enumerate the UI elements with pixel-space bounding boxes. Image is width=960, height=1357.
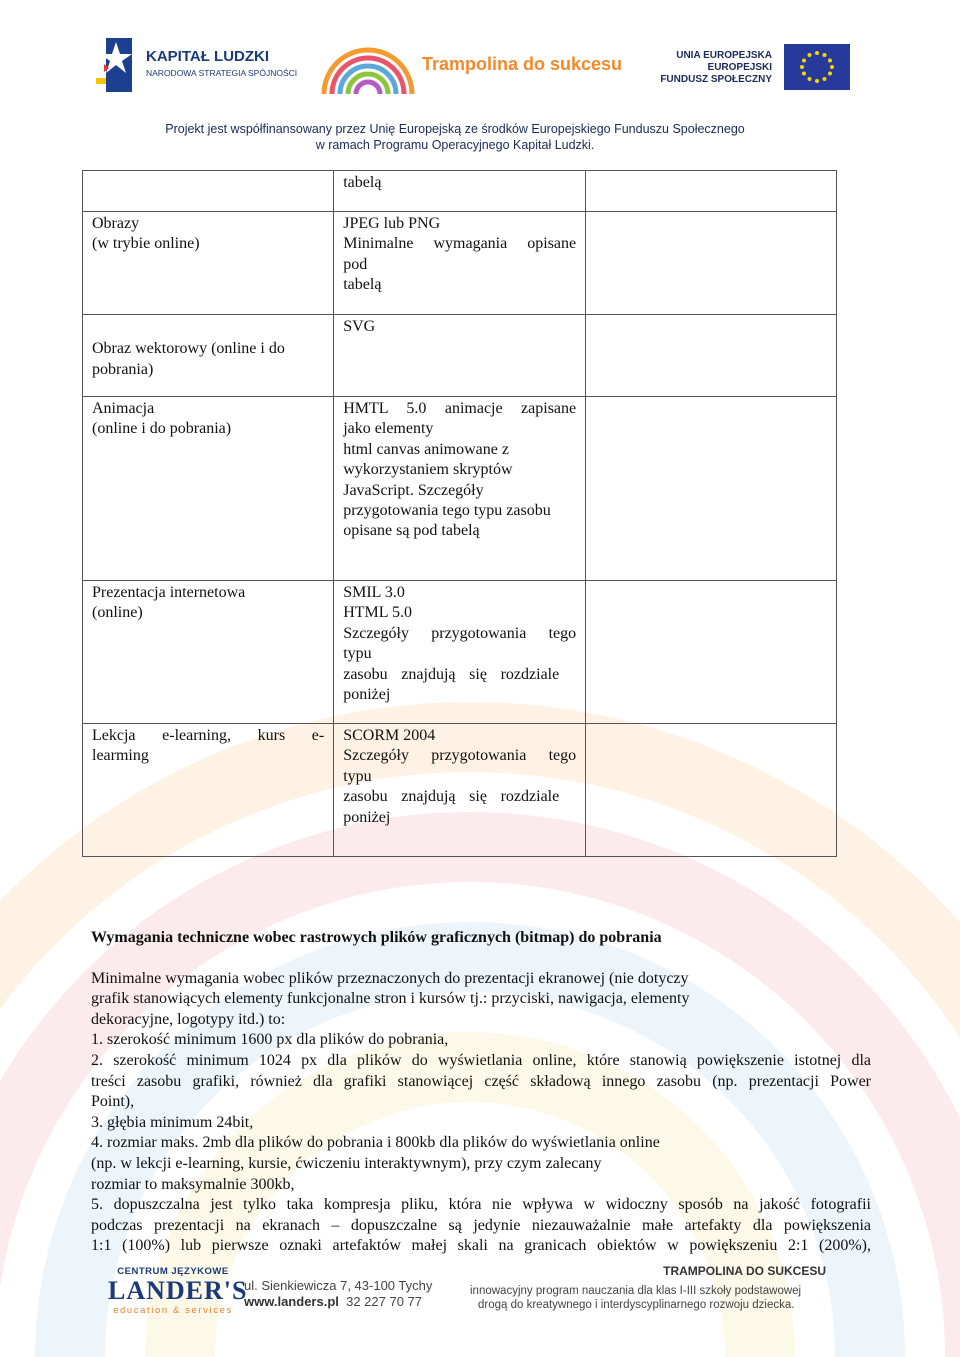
landers-name: LANDER'S xyxy=(108,1276,248,1305)
cell-line: Minimalne wymagania opisane xyxy=(343,235,577,253)
table-cell-notes xyxy=(586,315,837,397)
table-cell-notes xyxy=(586,397,837,581)
table-row xyxy=(83,315,837,397)
cell-line: typu xyxy=(343,645,372,663)
table-cell-format xyxy=(334,212,586,315)
cell-line: JavaScript. Szczegóły xyxy=(343,481,484,499)
rainbow-icon xyxy=(318,36,418,96)
footer-program xyxy=(470,1264,826,1312)
trampolina-title: Trampolina do sukcesu xyxy=(422,54,623,74)
cell-line: tabelą xyxy=(343,174,382,191)
list-item: 3. głębia minimum 24bit, xyxy=(91,1113,254,1131)
cell-line: opisane są pod tabelą xyxy=(343,522,480,540)
table-row xyxy=(83,397,837,581)
cofund-line-2: w ramach Programu Operacyjnego Kapitał Ludzki. xyxy=(315,138,595,152)
list-item: 2. szerokość minimum 1024 px dla plików do wyświetlania online, które stanowią powiększenie istotnej dla xyxy=(91,1051,871,1069)
cell-line: jako elementy xyxy=(343,420,434,438)
eu-logo xyxy=(660,44,850,92)
table-cell-type xyxy=(83,581,334,724)
section-heading: Wymagania techniczne wobec rastrowych plików graficznych (bitmap) do pobrania xyxy=(91,929,662,946)
cell-line: Szczegóły przygotowania tego xyxy=(343,624,577,642)
formats-table xyxy=(82,170,837,857)
cell-line: Prezentacja internetowa xyxy=(92,584,246,601)
footer-program-line-2: drogą do kreatywnego i interdyscyplinarnego rozwoju dziecka. xyxy=(478,1299,795,1311)
paragraph-line: grafik stanowiących elementy funkcjonalne stron i kursów tj.: przyciski, nawigacja, elementy xyxy=(91,990,690,1008)
cell-line: learming xyxy=(92,747,149,765)
paragraph-line: dekoracyjne, logotypy itd.) to: xyxy=(91,1010,286,1028)
list-item: (np. w lekcji e-learning, kursie, ćwiczeniu interaktywnym), przy czym zalecany xyxy=(91,1154,602,1172)
cell-line: (online i do pobrania) xyxy=(92,420,232,438)
cell-line: poniżej xyxy=(343,686,391,704)
footer-address: ul. Sienkiewicza 7, 43-100 Tychy xyxy=(244,1278,433,1293)
cell-line: wykorzystaniem skryptów xyxy=(343,461,513,479)
trampolina-logo xyxy=(318,36,638,98)
cell-line: poniżej xyxy=(343,808,391,826)
cell-line: (online) xyxy=(92,604,143,622)
list-item: 5. dopuszczalna jest tylko taka kompresja pliku, która nie wpływa w widoczny sposób na jakość fotografii xyxy=(91,1196,871,1214)
cofund-line-1: Projekt jest współfinansowany przez Unię Europejską ze środków Europejskiego Funduszu Społecznego xyxy=(165,122,745,136)
eu-line-2: EUROPEJSKI xyxy=(707,62,772,73)
star-icon xyxy=(96,34,136,94)
list-item: rozmiar to maksymalnie 300kb, xyxy=(91,1175,295,1193)
list-item: treści zasobu grafiki, również dla grafiki stanowiącej część składową innego zasobu (np. prezentacji Power xyxy=(91,1072,871,1090)
footer-website: www.landers.pl xyxy=(244,1294,339,1309)
list-item: 1. szerokość minimum 1600 px dla plików do pobrania, xyxy=(91,1031,449,1049)
cell-line: HMTL 5.0 animacje zapisane xyxy=(343,400,577,417)
table-cell-format xyxy=(334,724,586,857)
footer-program-title: TRAMPOLINA DO SUKCESU xyxy=(663,1264,826,1278)
table-cell-format xyxy=(334,315,586,397)
table-cell-notes xyxy=(586,724,837,857)
cell-line: pod xyxy=(343,255,368,273)
table-cell-notes xyxy=(586,581,837,724)
eu-text xyxy=(660,50,772,86)
cofunding-note xyxy=(0,121,910,153)
cell-line: SCORM 2004 xyxy=(343,727,436,744)
page-header xyxy=(0,0,960,160)
cell-line: pobrania) xyxy=(92,360,154,378)
list-item: 1:1 (100%) lub pierwsze oznaki artefaktów małej skali na granicach obiektów w powiększeniu 2:1 (200%), xyxy=(91,1237,871,1255)
cell-line: Szczegóły przygotowania tego xyxy=(343,747,577,765)
footer-phone: 32 227 70 77 xyxy=(346,1294,423,1309)
kl-subtitle: NARODOWA STRATEGIA SPÓJNOŚCI xyxy=(146,68,298,78)
kl-name: KAPITAŁ LUDZKI xyxy=(146,48,270,65)
landers-logo xyxy=(108,1266,248,1326)
table-row xyxy=(83,581,837,724)
cell-line: SMIL 3.0 xyxy=(343,584,405,601)
list-item: podczas prezentacji na ekranach – dopuszczalne są jedynie niezauważalnie małe artefakty dla powiększenia xyxy=(91,1216,871,1234)
table-cell-type xyxy=(83,724,334,857)
cell-line: tabelą xyxy=(343,276,382,294)
cell-line: typu xyxy=(343,767,372,785)
eu-flag-icon xyxy=(784,44,850,90)
landers-top: CENTRUM JĘZYKOWE xyxy=(117,1266,229,1277)
cell-line: Animacja xyxy=(92,400,155,417)
page-footer xyxy=(0,1258,960,1357)
paragraph-line: Minimalne wymagania wobec plików przeznaczonych do prezentacji ekranowej (nie dotyczy xyxy=(91,969,689,987)
table-cell-format xyxy=(334,171,586,212)
cell-line: HTML 5.0 xyxy=(343,604,412,622)
kapital-ludzki-logo xyxy=(96,34,296,96)
cell-line: Obraz wektorowy (online i do xyxy=(92,340,285,358)
table-cell-format xyxy=(334,581,586,724)
cell-line: zasobu znajdują się rozdziale xyxy=(343,788,560,806)
table-cell-type xyxy=(83,397,334,581)
cell-line: zasobu znajdują się rozdziale xyxy=(343,665,560,683)
cell-line: SVG xyxy=(343,318,376,335)
cell-line: JPEG lub PNG xyxy=(343,215,441,232)
cell-line: (w trybie online) xyxy=(92,235,200,253)
table-cell-type xyxy=(83,315,334,397)
eu-line-1: UNIA EUROPEJSKA xyxy=(676,50,772,61)
table-cell-type xyxy=(83,171,334,212)
bitmap-requirements-section xyxy=(91,928,871,1257)
landers-tagline: education & services xyxy=(113,1305,233,1316)
eu-line-3: FUNDUSZ SPOŁECZNY xyxy=(660,74,772,85)
cell-line: przygotowania tego typu zasobu xyxy=(343,502,551,520)
table-row xyxy=(83,724,837,857)
table-row xyxy=(83,171,837,212)
list-item: 4. rozmiar maks. 2mb dla plików do pobrania i 800kb dla plików do wyświetlania online xyxy=(91,1134,660,1152)
table-cell-notes xyxy=(586,171,837,212)
table-cell-format xyxy=(334,397,586,581)
footer-program-line-1: innowacyjny program nauczania dla klas I-III szkoły podstawowej xyxy=(470,1285,802,1297)
cell-line: Obrazy xyxy=(92,215,140,232)
cell-line: html canvas animowane z xyxy=(343,440,509,458)
table-row xyxy=(83,212,837,315)
table-cell-type xyxy=(83,212,334,315)
list-item: Point), xyxy=(91,1093,135,1111)
cell-line: Lekcja e-learning, kurs e- xyxy=(92,727,325,744)
footer-contact xyxy=(244,1278,432,1310)
table-cell-notes xyxy=(586,212,837,315)
